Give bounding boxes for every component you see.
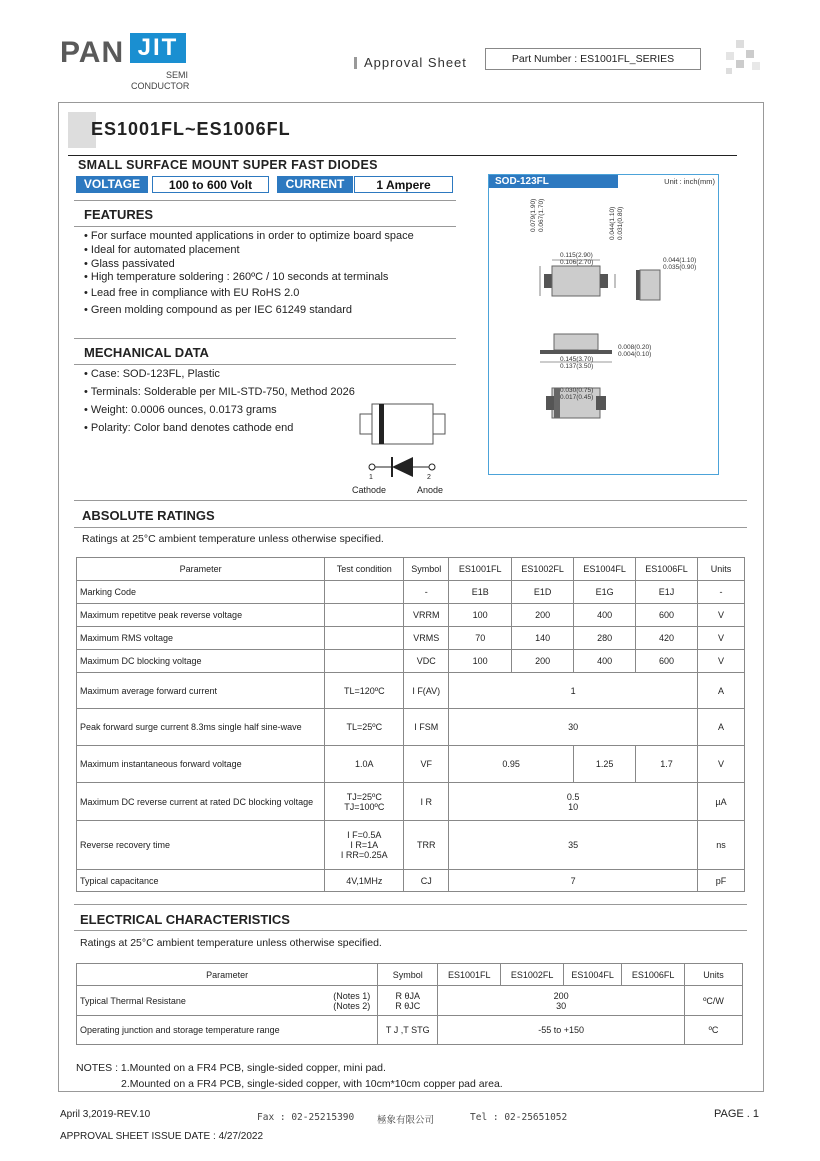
dim-2b: 0.106(2.70)	[560, 259, 594, 266]
decor-squares-icon	[722, 40, 766, 80]
table-cell: V	[698, 746, 745, 783]
table-cell: V	[698, 650, 745, 673]
table-cell: pF	[698, 870, 745, 892]
table-cell: Maximum RMS voltage	[77, 627, 325, 650]
logo-jit: JIT	[130, 33, 186, 63]
dim-2a: 0.115(2.90)	[560, 252, 593, 259]
feature-item: • High temperature soldering : 260ºC / 10 seconds at terminals	[84, 271, 389, 283]
part-number-box: Part Number : ES1001FL_SERIES	[485, 48, 701, 70]
feature-item: • Ideal for automated placement	[84, 244, 240, 256]
col-header: Parameter	[77, 558, 325, 581]
issue-date: APPROVAL SHEET ISSUE DATE : 4/27/2022	[60, 1131, 264, 1142]
dim-1b: 0.067(1.70)	[538, 198, 545, 232]
table-cell: 1	[449, 673, 698, 709]
col-header: ES1002FL	[512, 558, 574, 581]
table-row	[77, 627, 745, 650]
table-cell: 70	[449, 627, 512, 650]
mech-item: • Case: SOD-123FL, Plastic	[84, 368, 220, 380]
note-2: 2.Mounted on a FR4 PCB, single-sided copper, with 10cm*10cm copper pad area.	[121, 1078, 503, 1090]
mech-top-rule	[74, 338, 456, 339]
feature-item: • Glass passivated	[84, 258, 175, 270]
table-cell: 200	[512, 604, 574, 627]
col-header: ES1001FL	[449, 558, 512, 581]
col-header: Units	[698, 558, 745, 581]
title-rule	[68, 155, 737, 156]
dim-3a: 0.044(1.10)	[609, 206, 616, 240]
note-1: NOTES : 1.Mounted on a FR4 PCB, single-sided copper, mini pad.	[76, 1062, 386, 1074]
company-name: 極象有限公司	[377, 1115, 435, 1126]
table-cell: 600	[636, 604, 698, 627]
table-cell: R θJA R θJC	[378, 986, 438, 1016]
table-cell: 35	[449, 821, 698, 870]
table-cell: -55 to +150	[438, 1016, 685, 1045]
mech-item: • Terminals: Solderable per MIL-STD-750, Method 2026	[84, 386, 355, 398]
table-cell: T J ,T STG	[378, 1016, 438, 1045]
package-outline-diagram	[355, 400, 450, 448]
mech-item: • Weight: 0.0006 ounces, 0.0173 grams	[84, 404, 277, 416]
absolute-note: Ratings at 25°C ambient temperature unless otherwise specified.	[82, 533, 384, 545]
table-cell: µA	[698, 783, 745, 821]
dim-5b: 0.004(0.10)	[618, 351, 652, 358]
table-row	[77, 650, 745, 673]
features-heading: FEATURES	[84, 207, 154, 222]
table-cell: Typical Thermal Resistane (Notes 1) (Notes 2)	[77, 986, 378, 1016]
table-cell	[325, 650, 404, 673]
features-rule	[74, 226, 456, 227]
abs-top-rule	[74, 500, 747, 501]
table-cell: 200	[512, 650, 574, 673]
logo-subtitle	[131, 70, 190, 92]
table-row	[77, 604, 745, 627]
tel: Tel : 02-25651052	[470, 1112, 568, 1123]
table-row	[77, 709, 745, 746]
table-cell: TL=25ºC	[325, 709, 404, 746]
table-header-row	[77, 558, 745, 581]
table-cell: Maximum DC blocking voltage	[77, 650, 325, 673]
table-cell: TJ=25ºC TJ=100ºC	[325, 783, 404, 821]
pin2-label: 2	[427, 474, 431, 481]
features-top-rule	[74, 200, 456, 201]
logo-sub-line2: CONDUCTOR	[131, 81, 190, 91]
feature-item: • For surface mounted applications in order to optimize board space	[84, 230, 414, 242]
package-dimension-drawing	[490, 190, 718, 470]
package-header	[489, 175, 718, 188]
table-cell: ns	[698, 821, 745, 870]
absolute-heading: ABSOLUTE RATINGS	[82, 508, 215, 523]
product-subtitle: SMALL SURFACE MOUNT SUPER FAST DIODES	[78, 158, 378, 172]
col-header: Test condition	[325, 558, 404, 581]
electrical-note: Ratings at 25°C ambient temperature unless otherwise specified.	[80, 937, 382, 949]
col-header: ES1002FL	[501, 964, 564, 986]
table-cell: Marking Code	[77, 581, 325, 604]
fax: Fax : 02-25215390	[257, 1112, 355, 1123]
approval-sheet-label: Approval Sheet	[364, 55, 467, 70]
feature-item: • Green molding compound as per IEC 61249 standard	[84, 304, 353, 316]
table-cell	[325, 604, 404, 627]
col-header: ES1001FL	[438, 964, 501, 986]
package-unit: Unit : inch(mm)	[618, 175, 718, 188]
table-cell: 600	[636, 650, 698, 673]
revision: April 3,2019-REV.10	[60, 1109, 151, 1120]
table-cell: CJ	[404, 870, 449, 892]
table-cell: V	[698, 604, 745, 627]
table-cell: 100	[449, 650, 512, 673]
mech-rule	[74, 364, 456, 365]
mech-item: • Polarity: Color band denotes cathode end	[84, 422, 294, 434]
table-cell: TRR	[404, 821, 449, 870]
electrical-heading: ELECTRICAL CHARACTERISTICS	[80, 912, 290, 927]
page-number: PAGE . 1	[714, 1108, 760, 1120]
voltage-value: 100 to 600 Volt	[152, 176, 269, 193]
table-cell: 7	[449, 870, 698, 892]
table-cell: Typical capacitance	[77, 870, 325, 892]
col-header: Parameter	[77, 964, 378, 986]
table-cell: -	[698, 581, 745, 604]
mechanical-heading: MECHANICAL DATA	[84, 345, 209, 360]
table-cell: 400	[574, 604, 636, 627]
col-header: Symbol	[404, 558, 449, 581]
page-title: ES1001FL~ES1006FL	[91, 119, 291, 139]
table-cell: TL=120ºC	[325, 673, 404, 709]
table-cell: 30	[449, 709, 698, 746]
table-cell	[325, 627, 404, 650]
table-cell: I F=0.5A I R=1A I RR=0.25A	[325, 821, 404, 870]
table-cell: VRRM	[404, 604, 449, 627]
table-cell: Maximum average forward current	[77, 673, 325, 709]
table-cell: -	[404, 581, 449, 604]
absolute-ratings-table	[76, 557, 745, 892]
table-cell: Peak forward surge current 8.3ms single half sine-wave	[77, 709, 325, 746]
anode-label: Anode	[417, 485, 444, 495]
table-cell: VRMS	[404, 627, 449, 650]
table-cell: 100	[449, 604, 512, 627]
table-cell: Operating junction and storage temperature range	[77, 1016, 378, 1045]
dim-7a: 0.030(0.75)	[560, 387, 594, 394]
approval-bar	[354, 57, 357, 69]
cathode-label: Cathode	[352, 485, 387, 495]
current-tag: CURRENT	[277, 176, 353, 193]
col-header: ES1004FL	[574, 558, 636, 581]
table-row	[77, 1016, 743, 1045]
diode-symbol-icon	[365, 455, 445, 485]
table-cell: Reverse recovery time	[77, 821, 325, 870]
features-list	[84, 229, 414, 318]
table-row	[77, 783, 745, 821]
table-cell: 400	[574, 650, 636, 673]
abs-rule	[74, 527, 747, 528]
table-cell: VF	[404, 746, 449, 783]
col-header: Symbol	[378, 964, 438, 986]
table-row	[77, 870, 745, 892]
table-row	[77, 746, 745, 783]
table-cell: ºC	[685, 1016, 743, 1045]
table-row	[77, 581, 745, 604]
table-cell: A	[698, 709, 745, 746]
table-cell: Maximum instantaneous forward voltage	[77, 746, 325, 783]
col-header: Units	[685, 964, 743, 986]
table-cell: E1D	[512, 581, 574, 604]
table-cell: 0.95	[449, 746, 574, 783]
table-row	[77, 821, 745, 870]
table-cell: E1B	[449, 581, 512, 604]
table-cell: E1G	[574, 581, 636, 604]
dim-3b: 0.031(0.80)	[617, 206, 624, 240]
table-cell: I R	[404, 783, 449, 821]
col-header: ES1006FL	[636, 558, 698, 581]
logo-pan: PAN	[60, 36, 125, 69]
table-cell: 4V,1MHz	[325, 870, 404, 892]
voltage-tag: VOLTAGE	[76, 176, 148, 193]
logo-sub-line1: SEMI	[166, 70, 189, 80]
col-header: ES1004FL	[564, 964, 622, 986]
feature-item: • Lead free in compliance with EU RoHS 2.0	[84, 287, 300, 299]
package-name: SOD-123FL	[495, 176, 549, 187]
table-cell: 200 30	[438, 986, 685, 1016]
pin1-label: 1	[369, 474, 373, 481]
dim-4b: 0.035(0.90)	[663, 264, 697, 271]
table-cell: A	[698, 673, 745, 709]
table-cell: VDC	[404, 650, 449, 673]
table-row	[77, 986, 743, 1016]
table-cell: 1.0A	[325, 746, 404, 783]
dim-1a: 0.079(1.90)	[530, 198, 537, 232]
table-cell: 280	[574, 627, 636, 650]
dim-6a: 0.145(3.70)	[560, 356, 594, 363]
dim-6b: 0.137(3.50)	[560, 363, 594, 370]
table-cell: Maximum DC reverse current at rated DC blocking voltage	[77, 783, 325, 821]
table-cell: 1.25	[574, 746, 636, 783]
table-cell: I FSM	[404, 709, 449, 746]
table-cell: E1J	[636, 581, 698, 604]
dim-4a: 0.044(1.10)	[663, 257, 697, 264]
table-row	[77, 673, 745, 709]
elec-top-rule	[74, 904, 747, 905]
table-cell	[325, 581, 404, 604]
current-value: 1 Ampere	[354, 176, 453, 193]
electrical-table	[76, 963, 743, 1045]
table-cell: I F(AV)	[404, 673, 449, 709]
dim-7b: 0.017(0.45)	[560, 394, 594, 401]
table-cell: 140	[512, 627, 574, 650]
col-header: ES1006FL	[622, 964, 685, 986]
mechanical-list	[84, 367, 355, 436]
table-cell: 420	[636, 627, 698, 650]
table-cell: ºC/W	[685, 986, 743, 1016]
table-cell: 1.7	[636, 746, 698, 783]
table-cell: V	[698, 627, 745, 650]
table-header-row	[77, 964, 743, 986]
dim-5a: 0.008(0.20)	[618, 344, 652, 351]
elec-rule	[74, 930, 747, 931]
table-cell: 0.5 10	[449, 783, 698, 821]
table-cell: Maximum repetitve peak reverse voltage	[77, 604, 325, 627]
